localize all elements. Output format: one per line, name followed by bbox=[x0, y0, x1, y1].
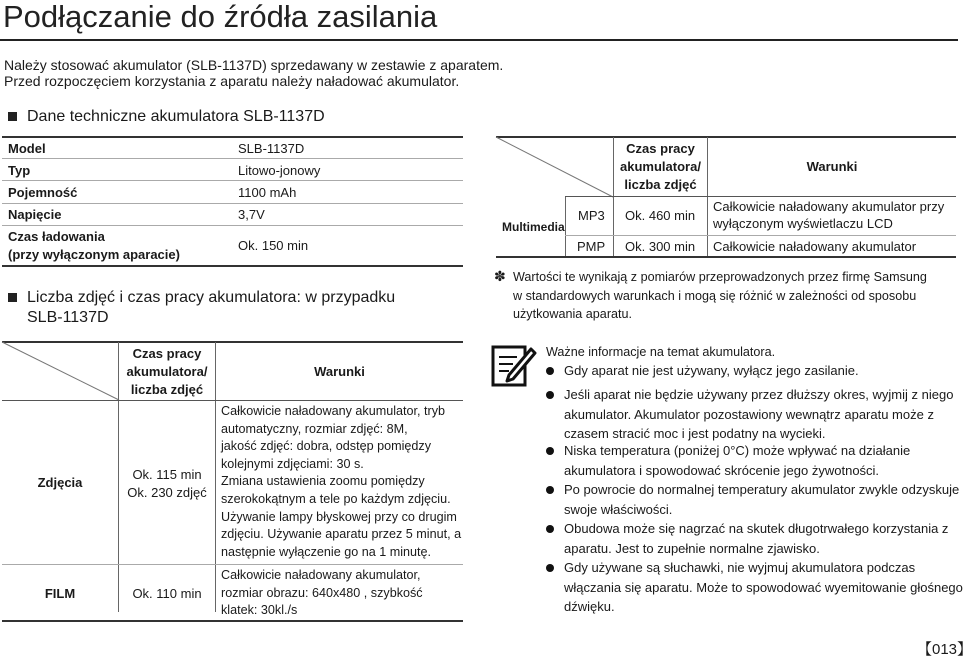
note-line: Obudowa może się nagrzać na skutek długotrwałego korzystania z bbox=[564, 521, 949, 536]
photos-time: Ok. 115 min bbox=[132, 467, 202, 482]
condition-line: kolejnymi zdjęciami: 30 s. bbox=[221, 456, 364, 471]
footnote-text bbox=[513, 268, 927, 324]
note-line: Po powrocie do normalnej temperatury akumulator zwykle odzyskuje bbox=[564, 482, 960, 497]
table-rule bbox=[2, 158, 463, 159]
note-line: czasem stracić moc i jest podatny na wycieki. bbox=[564, 426, 826, 441]
table-rule bbox=[2, 400, 463, 401]
photos-count: Ok. 230 zdjęć bbox=[127, 485, 207, 500]
col-header-conditions: Warunki bbox=[314, 364, 365, 379]
condition-line: klatek: 30kl./s bbox=[221, 603, 298, 618]
mp3-condition: Całkowicie naładowany akumulator przy bbox=[713, 199, 945, 214]
spec-label: (przy wyłączonym aparacie) bbox=[8, 247, 180, 262]
note-line: dźwięku. bbox=[564, 599, 615, 614]
footnote-line: w standardowych warunkach i mogą się różnić w zależności od sposobu bbox=[513, 288, 917, 303]
photos-conditions bbox=[221, 403, 461, 561]
footnote-line: użytkowania aparatu. bbox=[513, 307, 633, 321]
header-line: liczba zdjęć bbox=[130, 382, 204, 397]
header-line: Czas pracy bbox=[626, 141, 695, 156]
pmp-label: PMP bbox=[577, 239, 606, 254]
mp3-condition: wyłączonym wyświetlaczu LCD bbox=[713, 216, 893, 231]
notes-heading: Ważne informacje na temat akumulatora. bbox=[546, 345, 776, 359]
diagonal-header-cell bbox=[496, 137, 613, 197]
bullet-dot-icon bbox=[546, 391, 554, 399]
mp3-label: MP3 bbox=[578, 208, 605, 223]
note-line: aparatu. Jest to zupełnie normalne zjawisko. bbox=[564, 540, 820, 556]
note-line: Niska temperatura (poniżej 0°C) może wpływać na działanie bbox=[564, 443, 911, 458]
condition-line: szerokokątnym a tele po każdym zdjęciu. bbox=[221, 491, 451, 506]
note-pencil-icon bbox=[491, 345, 537, 391]
column-divider bbox=[707, 137, 708, 257]
col-header-time bbox=[614, 140, 707, 194]
table-rule bbox=[2, 136, 463, 138]
note-item bbox=[564, 385, 964, 444]
bullet-dot-icon bbox=[546, 447, 554, 455]
square-bullet-icon bbox=[8, 112, 17, 121]
intro-text bbox=[4, 57, 503, 89]
bullet-dot-icon bbox=[546, 486, 554, 494]
table-rule bbox=[2, 620, 463, 622]
pmp-condition: Całkowicie naładowany akumulator bbox=[713, 239, 917, 254]
header-line: liczba zdjęć bbox=[624, 177, 697, 192]
col-header-time bbox=[119, 345, 215, 399]
spec-value: 1100 mAh bbox=[238, 185, 297, 200]
intro-line: Należy stosować akumulator (SLB-1137D) sprzedawany w zestawie z aparatem. bbox=[4, 57, 504, 73]
note-line: akumulatora i spowodować skrócenie jego żywotności. bbox=[564, 462, 880, 478]
table-rule bbox=[2, 564, 463, 565]
spec-label: Model bbox=[8, 141, 46, 156]
spec-label: Pojemność bbox=[8, 185, 78, 200]
intro-line: Przed rozpoczęciem korzystania z aparatu należy naładować akumulator. bbox=[4, 73, 460, 89]
bullet-dot-icon bbox=[546, 367, 554, 375]
condition-line: Zmiana ustawienia zoomu pomiędzy bbox=[221, 474, 425, 489]
table-rule bbox=[2, 225, 463, 226]
table-rule bbox=[2, 265, 463, 267]
header-line: Czas pracy bbox=[132, 346, 202, 361]
note-item bbox=[564, 558, 964, 617]
row-mode-film: FILM bbox=[44, 586, 76, 601]
note-item bbox=[564, 441, 964, 480]
table-rule bbox=[2, 203, 463, 204]
condition-line: rozmiar obrazu: 640x480 , szybkość bbox=[221, 585, 423, 600]
note-item bbox=[564, 361, 964, 381]
condition-line: następnie wyłączenie go na 1 minutę. bbox=[221, 544, 432, 559]
spec-label: Napięcie bbox=[8, 207, 62, 222]
pmp-time: Ok. 300 min bbox=[625, 239, 696, 254]
condition-line: zdjęciu. Używanie aparatu przez 5 minut, a bbox=[221, 527, 462, 542]
multimedia-group-label: Multimedia bbox=[502, 220, 565, 234]
page-title: Podłączanie do źródła zasilania bbox=[3, 0, 438, 34]
note-item bbox=[564, 480, 964, 519]
film-time: Ok. 110 min bbox=[132, 586, 202, 601]
condition-line: Całkowicie naładowany akumulator, tryb bbox=[221, 404, 445, 418]
condition-line: Całkowicie naładowany akumulator, bbox=[221, 568, 421, 582]
spec-value: 3,7V bbox=[238, 207, 265, 222]
note-line: włączania się aparatu. Może to spowodować wyemitowanie głośnego bbox=[564, 579, 963, 595]
note-line: Gdy aparat nie jest używany, wyłącz jego zasilanie. bbox=[564, 363, 859, 378]
note-line: swoje właściwości. bbox=[564, 501, 673, 517]
bullet-dot-icon bbox=[546, 525, 554, 533]
header-line: akumulatora/ bbox=[126, 364, 208, 379]
spec-label: Typ bbox=[8, 163, 31, 178]
condition-line: jakość zdjęć: dobra, odstęp pomiędzy bbox=[221, 439, 432, 454]
note-line: Gdy używane są słuchawki, nie wyjmuj akumulatora podczas bbox=[564, 560, 916, 575]
spec-value: Litowo-jonowy bbox=[238, 163, 321, 178]
diagonal-header-cell bbox=[2, 342, 119, 400]
spec-label: Czas ładowania bbox=[8, 229, 105, 244]
column-divider bbox=[215, 342, 216, 612]
note-line: Jeśli aparat nie będzie używany przez dłuższy okres, wyjmij z niego bbox=[564, 387, 954, 402]
spec-value: Ok. 150 min bbox=[238, 238, 309, 253]
spec-heading-text: Dane techniczne akumulatora SLB-1137D bbox=[27, 108, 325, 125]
count-heading-cont: SLB-1137D bbox=[27, 309, 109, 326]
bullet-dot-icon bbox=[546, 564, 554, 572]
condition-line: automatyczny, rozmiar zdjęć: 8M, bbox=[221, 421, 408, 436]
spec-value: SLB-1137D bbox=[238, 141, 305, 156]
film-conditions bbox=[221, 567, 423, 620]
footnote-asterisk-icon: ✽ bbox=[494, 268, 506, 284]
square-bullet-icon bbox=[8, 293, 17, 302]
mp3-time: Ok. 460 min bbox=[625, 208, 696, 223]
count-heading-text: Liczba zdjęć i czas pracy akumulatora: w przypadku bbox=[27, 289, 396, 306]
title-divider bbox=[0, 39, 958, 41]
table-rule bbox=[565, 235, 956, 236]
spec-heading bbox=[8, 107, 325, 127]
table-rule bbox=[496, 256, 956, 258]
table-rule bbox=[2, 180, 463, 181]
page-number: 【013】 bbox=[917, 641, 972, 658]
table-rule bbox=[565, 196, 956, 197]
column-divider bbox=[565, 197, 566, 257]
header-line: akumulatora/ bbox=[620, 159, 701, 174]
footnote-line: Wartości te wynikają z pomiarów przeprowadzonych przez firmę Samsung bbox=[513, 270, 927, 284]
count-heading bbox=[8, 288, 395, 308]
condition-line: Używanie lampy błyskowej przy co drugim bbox=[221, 509, 457, 524]
col-header-conditions: Warunki bbox=[806, 159, 858, 174]
note-item bbox=[564, 519, 964, 558]
row-mode-photos: Zdjęcia bbox=[37, 475, 83, 490]
note-line: akumulator. Akumulator pozostawiony wewnątrz aparatu może z bbox=[564, 406, 934, 422]
